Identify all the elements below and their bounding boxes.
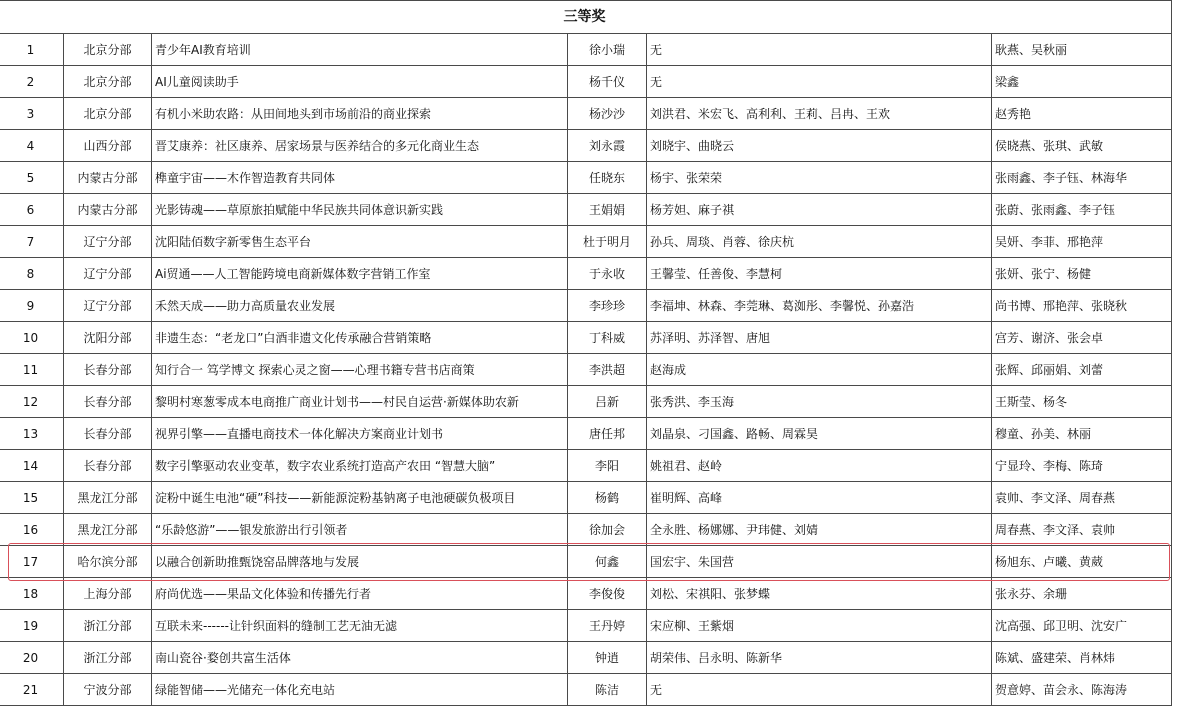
team-members-cell: 张秀洪、李玉海 [647,386,992,418]
table-row [0,258,1172,290]
team-members-cell: 杨宇、张荣荣 [647,162,992,194]
mentors-cell: 宫芳、谢济、张会卓 [992,322,1172,354]
project-name-cell: 光影铸魂——草原旅拍赋能中华民族共同体意识新实践 [152,194,568,226]
project-name-cell: 禾然天成——助力高质量农业发展 [152,290,568,322]
leader-cell: 吕新 [568,386,647,418]
leader-cell: 徐小瑞 [568,34,647,66]
table-row [0,386,1172,418]
branch-cell: 辽宁分部 [64,226,152,258]
table-row [0,674,1172,706]
project-name-cell: 黎明村寒葱零成本电商推广商业计划书——村民自运营·新媒体助农新 [152,386,568,418]
row-number-cell: 1 [0,34,64,66]
team-members-cell: 赵海成 [647,354,992,386]
mentors-cell: 耿燕、吴秋丽 [992,34,1172,66]
mentors-cell: 张永芬、余珊 [992,578,1172,610]
team-members-cell: 刘晓宇、曲晓云 [647,130,992,162]
project-name-cell: 淀粉中诞生电池“硬”科技——新能源淀粉基钠离子电池硬碳负极项目 [152,482,568,514]
mentors-cell: 侯晓燕、张琪、武敏 [992,130,1172,162]
mentors-cell: 尚书博、邢艳萍、张晓秋 [992,290,1172,322]
project-name-cell: 知行合一 笃学博文 探索心灵之窗——心理书籍专营书店商策 [152,354,568,386]
branch-cell: 辽宁分部 [64,258,152,290]
project-name-cell: 以融合创新助推甄饶窑品牌落地与发展 [152,546,568,578]
table-row [0,642,1172,674]
leader-cell: 杜于明月 [568,226,647,258]
row-number-cell: 15 [0,482,64,514]
project-name-cell: “乐龄悠游”——银发旅游出行引领者 [152,514,568,546]
project-name-cell: 非遗生态：“老龙口”白酒非遗文化传承融合营销策略 [152,322,568,354]
branch-cell: 哈尔滨分部 [64,546,152,578]
team-members-cell: 全永胜、杨娜娜、尹玮健、刘婧 [647,514,992,546]
table-row [0,354,1172,386]
leader-cell: 刘永霞 [568,130,647,162]
table-row [0,418,1172,450]
branch-cell: 内蒙古分部 [64,162,152,194]
table-row [0,226,1172,258]
table-row [0,322,1172,354]
branch-cell: 长春分部 [64,418,152,450]
leader-cell: 李珍珍 [568,290,647,322]
mentors-cell: 沈高强、邱卫明、沈安广 [992,610,1172,642]
mentors-cell: 张妍、张宁、杨健 [992,258,1172,290]
team-members-cell: 刘洪君、米宏飞、高利利、王莉、吕冉、王欢 [647,98,992,130]
branch-cell: 北京分部 [64,98,152,130]
table-row [0,66,1172,98]
project-name-cell: 府尚优选——果品文化体验和传播先行者 [152,578,568,610]
project-name-cell: 绿能智储——光储充一体化充电站 [152,674,568,706]
project-name-cell: 青少年AI教育培训 [152,34,568,66]
leader-cell: 丁科威 [568,322,647,354]
leader-cell: 杨沙沙 [568,98,647,130]
project-name-cell: 互联未来------让针织面料的缝制工艺无油无滤 [152,610,568,642]
row-number-cell: 14 [0,450,64,482]
branch-cell: 长春分部 [64,354,152,386]
project-name-cell: 数字引擎驱动农业变革，数字农业系统打造高产农田 “智慧大脑” [152,450,568,482]
mentors-cell: 杨旭东、卢曦、黄葳 [992,546,1172,578]
branch-cell: 北京分部 [64,66,152,98]
table-row [0,162,1172,194]
table-row [0,290,1172,322]
mentors-cell: 陈斌、盛建荣、肖林炜 [992,642,1172,674]
table-row [0,34,1172,66]
project-name-cell: 南山瓷谷·婺创共富生活体 [152,642,568,674]
row-number-cell: 10 [0,322,64,354]
mentors-cell: 张雨鑫、李子钰、林海华 [992,162,1172,194]
project-name-cell: 沈阳陆佰数字新零售生态平台 [152,226,568,258]
leader-cell: 陈洁 [568,674,647,706]
leader-cell: 王丹婷 [568,610,647,642]
branch-cell: 内蒙古分部 [64,194,152,226]
row-number-cell: 4 [0,130,64,162]
leader-cell: 徐加会 [568,514,647,546]
team-members-cell: 无 [647,34,992,66]
team-members-cell: 国宏宇、朱国营 [647,546,992,578]
leader-cell: 钟逍 [568,642,647,674]
mentors-cell: 吴妍、李菲、邢艳萍 [992,226,1172,258]
team-members-cell: 无 [647,66,992,98]
project-name-cell: 有机小米助农路：从田间地头到市场前沿的商业探索 [152,98,568,130]
title-row [0,1,1172,34]
row-number-cell: 19 [0,610,64,642]
row-number-cell: 13 [0,418,64,450]
row-number-cell: 8 [0,258,64,290]
mentors-cell: 赵秀艳 [992,98,1172,130]
branch-cell: 北京分部 [64,34,152,66]
branch-cell: 宁波分部 [64,674,152,706]
branch-cell: 浙江分部 [64,642,152,674]
row-number-cell: 16 [0,514,64,546]
mentors-cell: 周春燕、李文泽、袁帅 [992,514,1172,546]
team-members-cell: 胡荣伟、吕永明、陈新华 [647,642,992,674]
team-members-cell: 王馨莹、任善俊、李慧柯 [647,258,992,290]
table-row [0,450,1172,482]
row-number-cell: 3 [0,98,64,130]
row-number-cell: 20 [0,642,64,674]
row-number-cell: 7 [0,226,64,258]
table-row [0,514,1172,546]
leader-cell: 王娟娟 [568,194,647,226]
mentors-cell: 梁鑫 [992,66,1172,98]
team-members-cell: 李福坤、林森、李莞琳、葛洳彤、李馨悦、孙嘉浩 [647,290,992,322]
table-row [0,98,1172,130]
team-members-cell: 刘晶泉、刁国鑫、路畅、周霖昊 [647,418,992,450]
mentors-cell: 张辉、邱丽娟、刘蕾 [992,354,1172,386]
branch-cell: 黑龙江分部 [64,482,152,514]
row-number-cell: 11 [0,354,64,386]
table-row [0,194,1172,226]
table-row [0,610,1172,642]
table-row [0,482,1172,514]
row-number-cell: 2 [0,66,64,98]
branch-cell: 沈阳分部 [64,322,152,354]
branch-cell: 辽宁分部 [64,290,152,322]
leader-cell: 杨鹤 [568,482,647,514]
row-number-cell: 5 [0,162,64,194]
team-members-cell: 崔明辉、高峰 [647,482,992,514]
leader-cell: 唐任邦 [568,418,647,450]
row-number-cell: 12 [0,386,64,418]
mentors-cell: 张蔚、张雨鑫、李子钰 [992,194,1172,226]
row-number-cell: 18 [0,578,64,610]
project-name-cell: 晋艾康养：社区康养、居家场景与医养结合的多元化商业生态 [152,130,568,162]
team-members-cell: 杨芳妲、麻子祺 [647,194,992,226]
team-members-cell: 宋应柳、王紫烟 [647,610,992,642]
row-number-cell: 17 [0,546,64,578]
branch-cell: 山西分部 [64,130,152,162]
project-name-cell: AI儿童阅读助手 [152,66,568,98]
team-members-cell: 孙兵、周琰、肖蓉、徐庆杭 [647,226,992,258]
row-number-cell: 21 [0,674,64,706]
leader-cell: 任晓东 [568,162,647,194]
leader-cell: 李洪超 [568,354,647,386]
leader-cell: 何鑫 [568,546,647,578]
row-number-cell: 6 [0,194,64,226]
leader-cell: 李俊俊 [568,578,647,610]
mentors-cell: 宁显玲、李梅、陈琦 [992,450,1172,482]
mentors-cell: 王斯莹、杨冬 [992,386,1172,418]
mentors-cell: 贺意婷、苗会永、陈海涛 [992,674,1172,706]
team-members-cell: 苏泽明、苏泽智、唐旭 [647,322,992,354]
leader-cell: 于永收 [568,258,647,290]
table-title: 三等奖 [0,1,1172,34]
mentors-cell: 穆童、孙美、林丽 [992,418,1172,450]
table-row [0,578,1172,610]
leader-cell: 杨千仪 [568,66,647,98]
team-members-cell: 无 [647,674,992,706]
table-row [0,546,1172,578]
branch-cell: 浙江分部 [64,610,152,642]
branch-cell: 长春分部 [64,450,152,482]
project-name-cell: Ai贸通——人工智能跨境电商新媒体数字营销工作室 [152,258,568,290]
mentors-cell: 袁帅、李文泽、周春燕 [992,482,1172,514]
team-members-cell: 姚祖君、赵岭 [647,450,992,482]
project-name-cell: 榫童宇宙——木作智造教育共同体 [152,162,568,194]
leader-cell: 李阳 [568,450,647,482]
branch-cell: 黑龙江分部 [64,514,152,546]
branch-cell: 长春分部 [64,386,152,418]
table-row [0,130,1172,162]
team-members-cell: 刘松、宋祺阳、张梦蝶 [647,578,992,610]
branch-cell: 上海分部 [64,578,152,610]
row-number-cell: 9 [0,290,64,322]
project-name-cell: 视界引擎——直播电商技术一体化解决方案商业计划书 [152,418,568,450]
